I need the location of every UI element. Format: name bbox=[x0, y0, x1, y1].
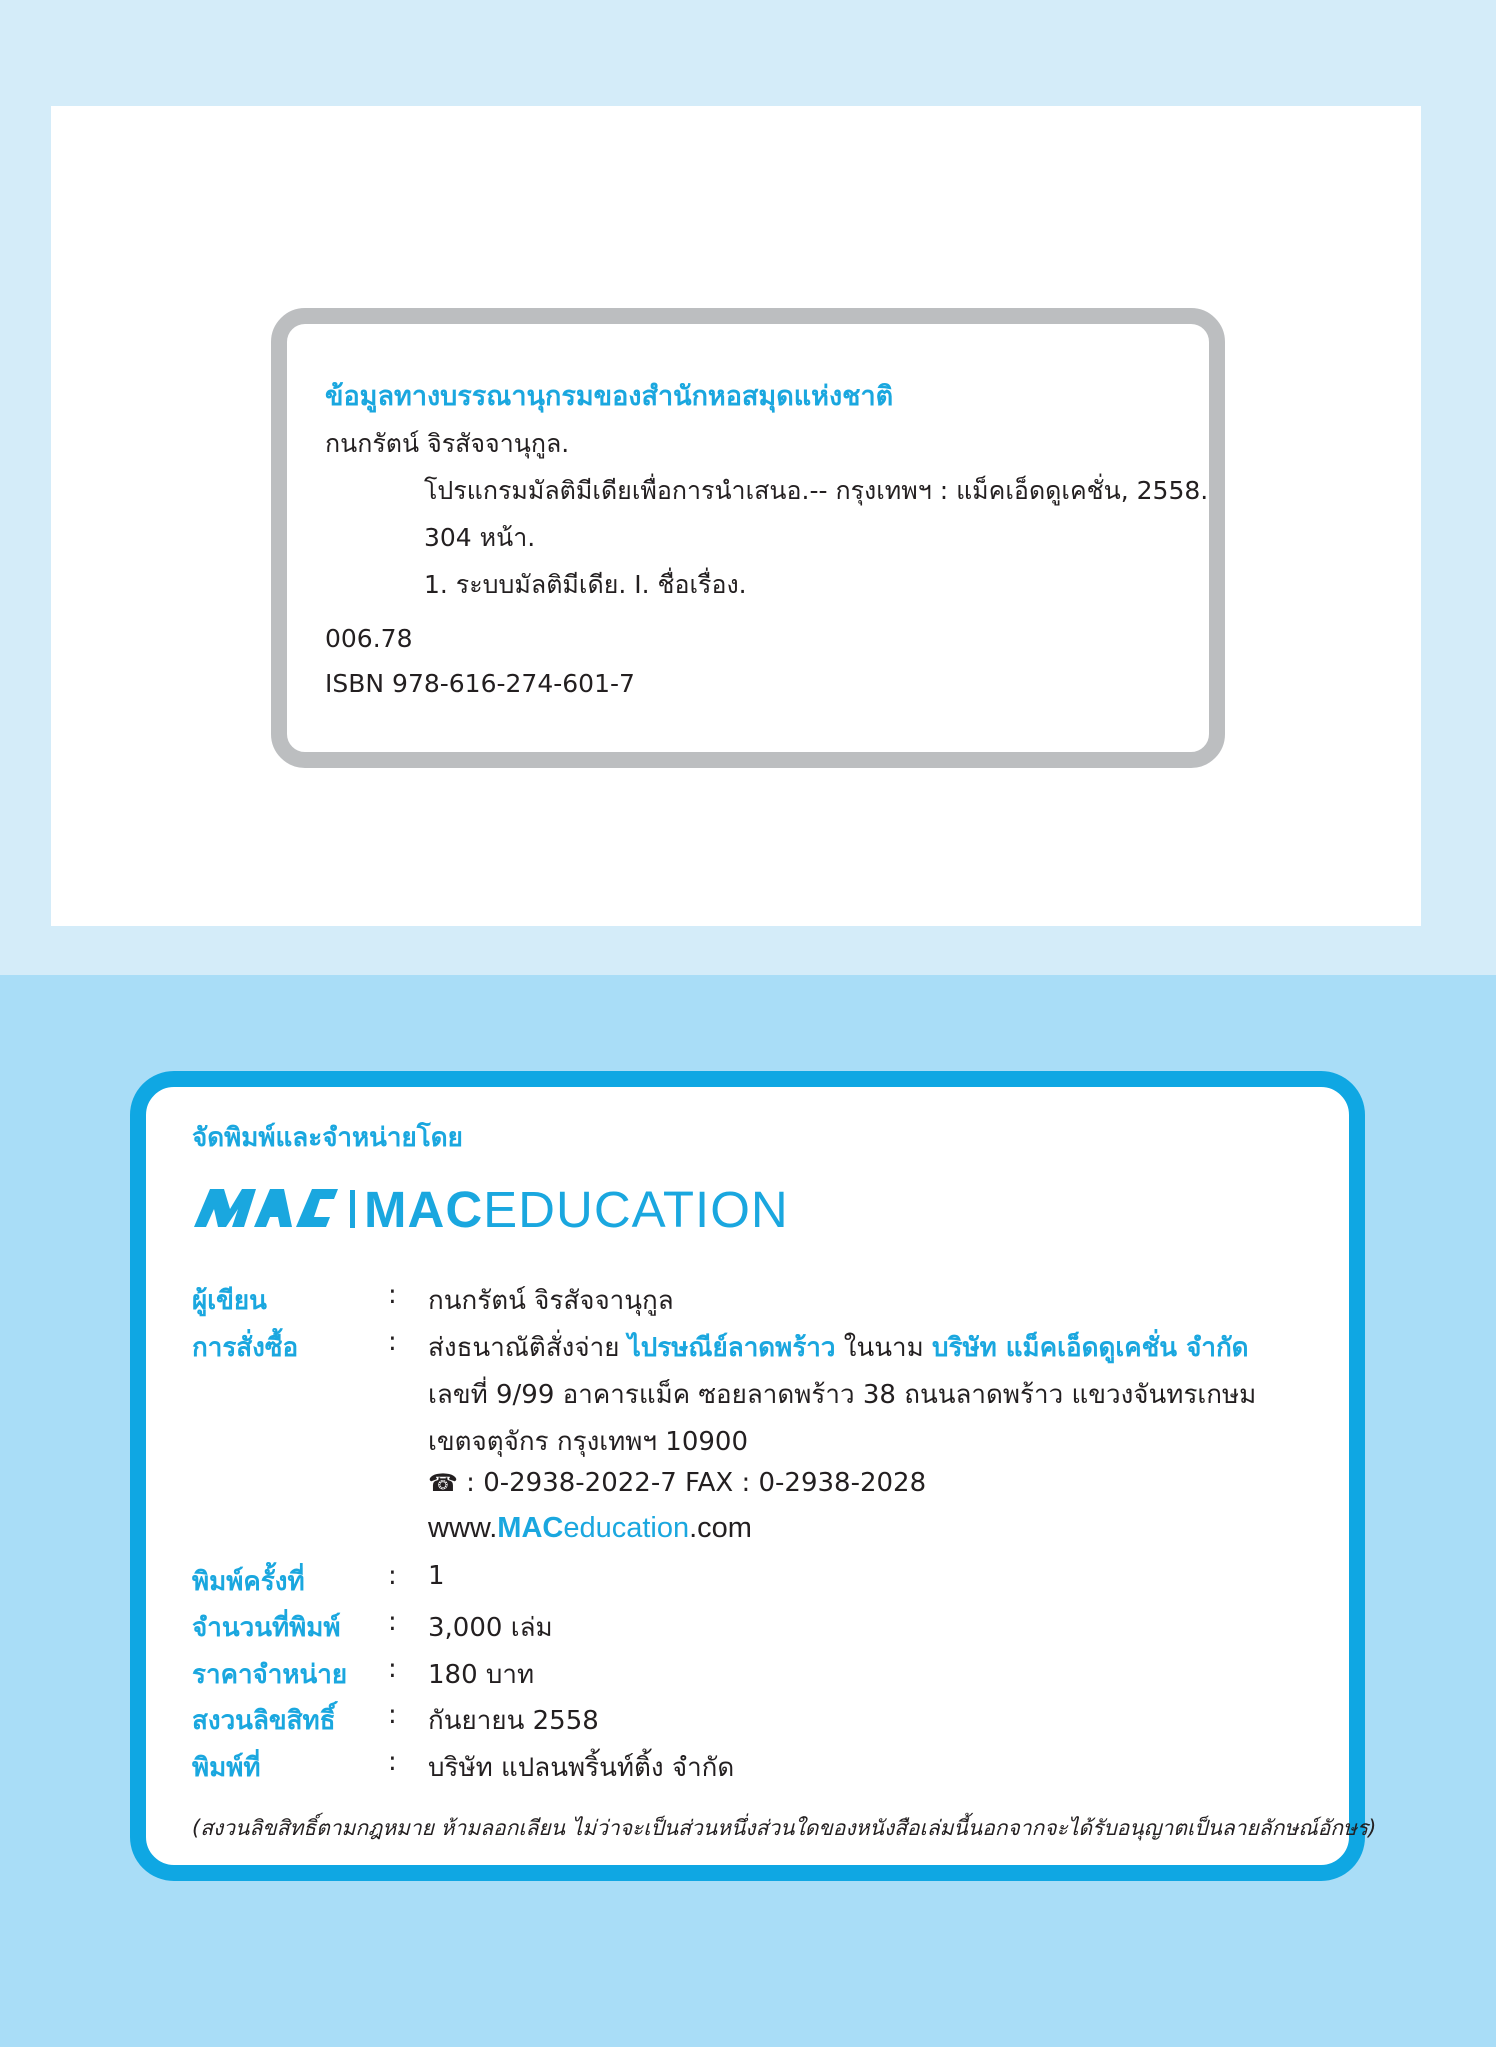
address-line-1: เลขที่ 9/99 อาคารแม็ค ซอยลาดพร้าว 38 ถนนลาดพร้าว แขวงจันทรเกษม bbox=[428, 1380, 1257, 1410]
author-label: ผู้เขียน bbox=[192, 1286, 267, 1316]
copies-label: จำนวนที่พิมพ์ bbox=[192, 1613, 341, 1643]
website[interactable] bbox=[428, 1512, 752, 1545]
cip-pages: 304 หน้า. bbox=[424, 523, 536, 552]
order-prefix: ส่งธนาณัติสั่งจ่าย bbox=[428, 1333, 620, 1363]
order-post-office: ไปรษณีย์ลาดพร้าว bbox=[627, 1333, 836, 1363]
colon: : bbox=[388, 1327, 397, 1357]
edition-label: พิมพ์ครั้งที่ bbox=[192, 1567, 305, 1597]
order-in-name: ในนาม bbox=[843, 1333, 924, 1363]
cip-book-info: โปรแกรมมัลติมีเดียเพื่อการนำเสนอ.-- กรุงเทพฯ : แม็คเอ็ดดูเคชั่น, 2558. bbox=[424, 476, 1209, 505]
cip-subjects: 1. ระบบมัลติมีเดีย. I. ชื่อเรื่อง. bbox=[424, 570, 747, 599]
web-prefix: www. bbox=[428, 1512, 498, 1544]
publisher-heading: จัดพิมพ์และจำหน่ายโดย bbox=[192, 1123, 463, 1153]
logo-brand-light: EDUCATION bbox=[483, 1181, 789, 1238]
web-suffix: .com bbox=[689, 1512, 752, 1544]
web-bold: MAC bbox=[497, 1512, 564, 1544]
phone-line bbox=[428, 1468, 926, 1498]
logo-brand-bold: MAC bbox=[364, 1181, 484, 1238]
printer-label: พิมพ์ที่ bbox=[192, 1753, 261, 1783]
printer-value: บริษัท แปลนพริ้นท์ติ้ง จำกัด bbox=[428, 1753, 735, 1783]
colon: : bbox=[388, 1700, 397, 1730]
order-value bbox=[428, 1327, 1249, 1368]
address-line-2: เขตจตุจักร กรุงเทพฯ 10900 bbox=[428, 1427, 749, 1457]
phone-icon: ☎ bbox=[428, 1469, 458, 1497]
cip-classification: 006.78 bbox=[325, 624, 413, 653]
copyright-disclaimer: (สงวนลิขสิทธิ์ตามกฎหมาย ห้ามลอกเลียน ไม่ว่าจะเป็นส่วนหนึ่งส่วนใดของหนังสือเล่มนี้นอกจากจะได้รับอนุญาตเป็นลายลักษณ์อักษร) bbox=[192, 1816, 1377, 1840]
mac-logo-icon bbox=[192, 1183, 338, 1229]
price-value: 180 บาท bbox=[428, 1660, 535, 1690]
colon: : bbox=[388, 1607, 397, 1637]
mac-education-logo-text bbox=[364, 1180, 789, 1240]
colon: : bbox=[388, 1747, 397, 1777]
price-label: ราคาจำหน่าย bbox=[192, 1660, 348, 1690]
order-company: บริษัท แม็คเอ็ดดูเคชั่น จำกัด bbox=[932, 1333, 1249, 1363]
cip-title: ข้อมูลทางบรรณานุกรมของสำนักหอสมุดแห่งชาติ bbox=[325, 381, 894, 412]
colon: : bbox=[388, 1654, 397, 1684]
colon: : bbox=[388, 1280, 397, 1310]
copyright-value: กันยายน 2558 bbox=[428, 1706, 599, 1736]
copyright-label: สงวนลิขสิทธิ์ bbox=[192, 1706, 336, 1736]
colon: : bbox=[388, 1561, 397, 1591]
phone-numbers: : 0-2938-2022-7 FAX : 0-2938-2028 bbox=[457, 1468, 927, 1498]
cip-isbn: ISBN 978-616-274-601-7 bbox=[325, 669, 635, 698]
copies-value: 3,000 เล่ม bbox=[428, 1613, 553, 1643]
cip-author: กนกรัตน์ จิรสัจจานุกูล. bbox=[325, 429, 570, 458]
author-value: กนกรัตน์ จิรสัจจานุกูล bbox=[428, 1286, 674, 1316]
logo-divider bbox=[350, 1190, 355, 1228]
web-light: education bbox=[563, 1512, 690, 1544]
order-label: การสั่งซื้อ bbox=[192, 1333, 299, 1363]
edition-value: 1 bbox=[428, 1561, 445, 1591]
